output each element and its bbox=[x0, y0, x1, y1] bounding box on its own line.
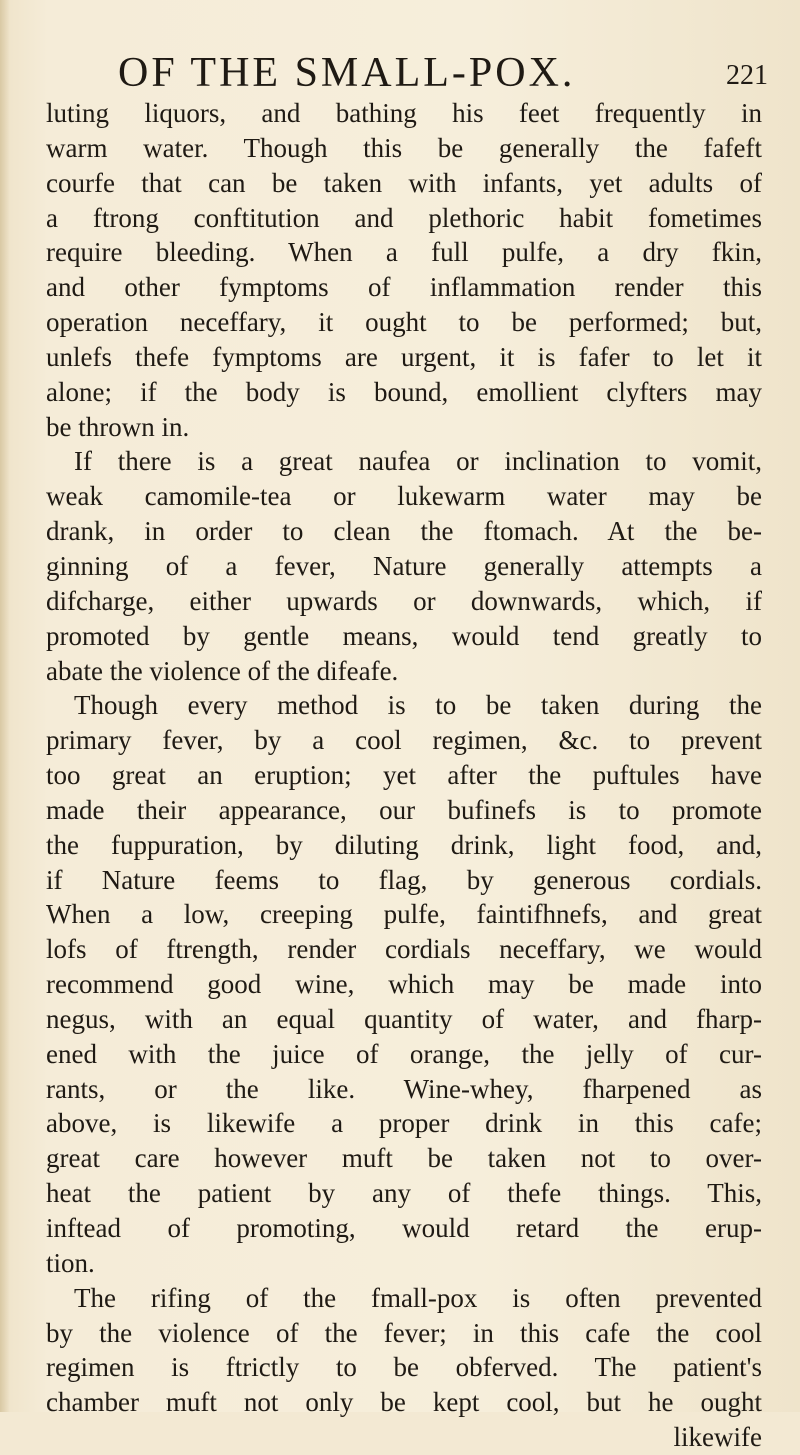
text-line: too great an eruption; yet after the puftules have bbox=[46, 760, 762, 791]
text-line: made their appearance, our bufinefs is to promote bbox=[46, 794, 762, 825]
text-line: rants, or the like. Wine-whey, fharpened as bbox=[46, 1073, 762, 1104]
paragraph-start-line: Though every method is to be taken during the bbox=[74, 690, 762, 721]
text-line: heat the patient by any of thefe things. This, bbox=[46, 1178, 762, 1209]
text-line: When a low, creeping pulfe, faintifhnefs, and great bbox=[46, 899, 762, 930]
text-line: weak camomile-tea or lukewarm water may be bbox=[46, 481, 762, 512]
text-line: luting liquors, and bathing his feet frequently in bbox=[46, 98, 762, 128]
catchword: likewife bbox=[673, 1422, 762, 1453]
text-line: regimen is ftrictly to be obferved. The patient's bbox=[46, 1352, 762, 1383]
text-line: chamber muft not only be kept cool, but he ought bbox=[46, 1387, 762, 1418]
text-line: require bleeding. When a full pulfe, a dry fkin, bbox=[46, 237, 762, 268]
running-title: OF THE SMALL-POX. bbox=[118, 50, 576, 96]
text-line: drank, in order to clean the ftomach. At the be- bbox=[46, 516, 762, 547]
text-line: a ftrong conftitution and plethoric habit fometimes bbox=[46, 202, 762, 233]
text-line: inftead of promoting, would retard the erup- bbox=[46, 1213, 762, 1243]
text-line: recommend good wine, which may be made into bbox=[46, 969, 762, 1000]
text-line: great care however muft be taken not to over- bbox=[46, 1143, 762, 1174]
text-line: warm water. Though this be generally the fafeft bbox=[46, 132, 762, 163]
text-line: operation neceffary, it ought to be performed; but, bbox=[46, 307, 762, 338]
page-number: 221 bbox=[726, 60, 768, 91]
text-line: tion. bbox=[46, 1247, 95, 1278]
text-line: if Nature feems to flag, by generous cordials. bbox=[46, 864, 762, 895]
text-line: primary fever, by a cool regimen, &c. to prevent bbox=[46, 725, 762, 756]
paragraph-start-line: If there is a great naufea or inclination to vomit, bbox=[74, 446, 762, 477]
text-line: the fuppuration, by diluting drink, light food, and, bbox=[46, 829, 762, 860]
text-line: ginning of a fever, Nature generally attempts a bbox=[46, 550, 762, 581]
text-line: abate the violence of the difeafe. bbox=[46, 655, 399, 686]
page-gutter-shadow bbox=[0, 0, 10, 1412]
text-line: and other fymptoms of inflammation render this bbox=[46, 272, 762, 303]
text-line: above, is likewife a proper drink in this cafe; bbox=[46, 1108, 762, 1139]
text-line: promoted by gentle means, would tend greatly to bbox=[46, 620, 762, 651]
running-head bbox=[118, 48, 768, 98]
text-line: lofs of ftrength, render cordials neceffary, we would bbox=[46, 934, 762, 965]
text-line: be thrown in. bbox=[46, 411, 190, 442]
text-line: alone; if the body is bound, emollient clyfters may bbox=[46, 376, 762, 407]
body-text bbox=[46, 96, 762, 1455]
text-line: unlefs thefe fymptoms are urgent, it is fafer to let it bbox=[46, 341, 762, 372]
text-line: courfe that can be taken with infants, yet adults of bbox=[46, 167, 762, 198]
text-line: negus, with an equal quantity of water, and fharp- bbox=[46, 1003, 762, 1034]
text-line: ened with the juice of orange, the jelly of cur- bbox=[46, 1038, 762, 1069]
text-line: by the violence of the fever; in this cafe the cool bbox=[46, 1317, 762, 1348]
paragraph-start-line: The rifing of the fmall-pox is often prevented bbox=[74, 1282, 762, 1313]
text-line: difcharge, either upwards or downwards, which, if bbox=[46, 585, 762, 616]
